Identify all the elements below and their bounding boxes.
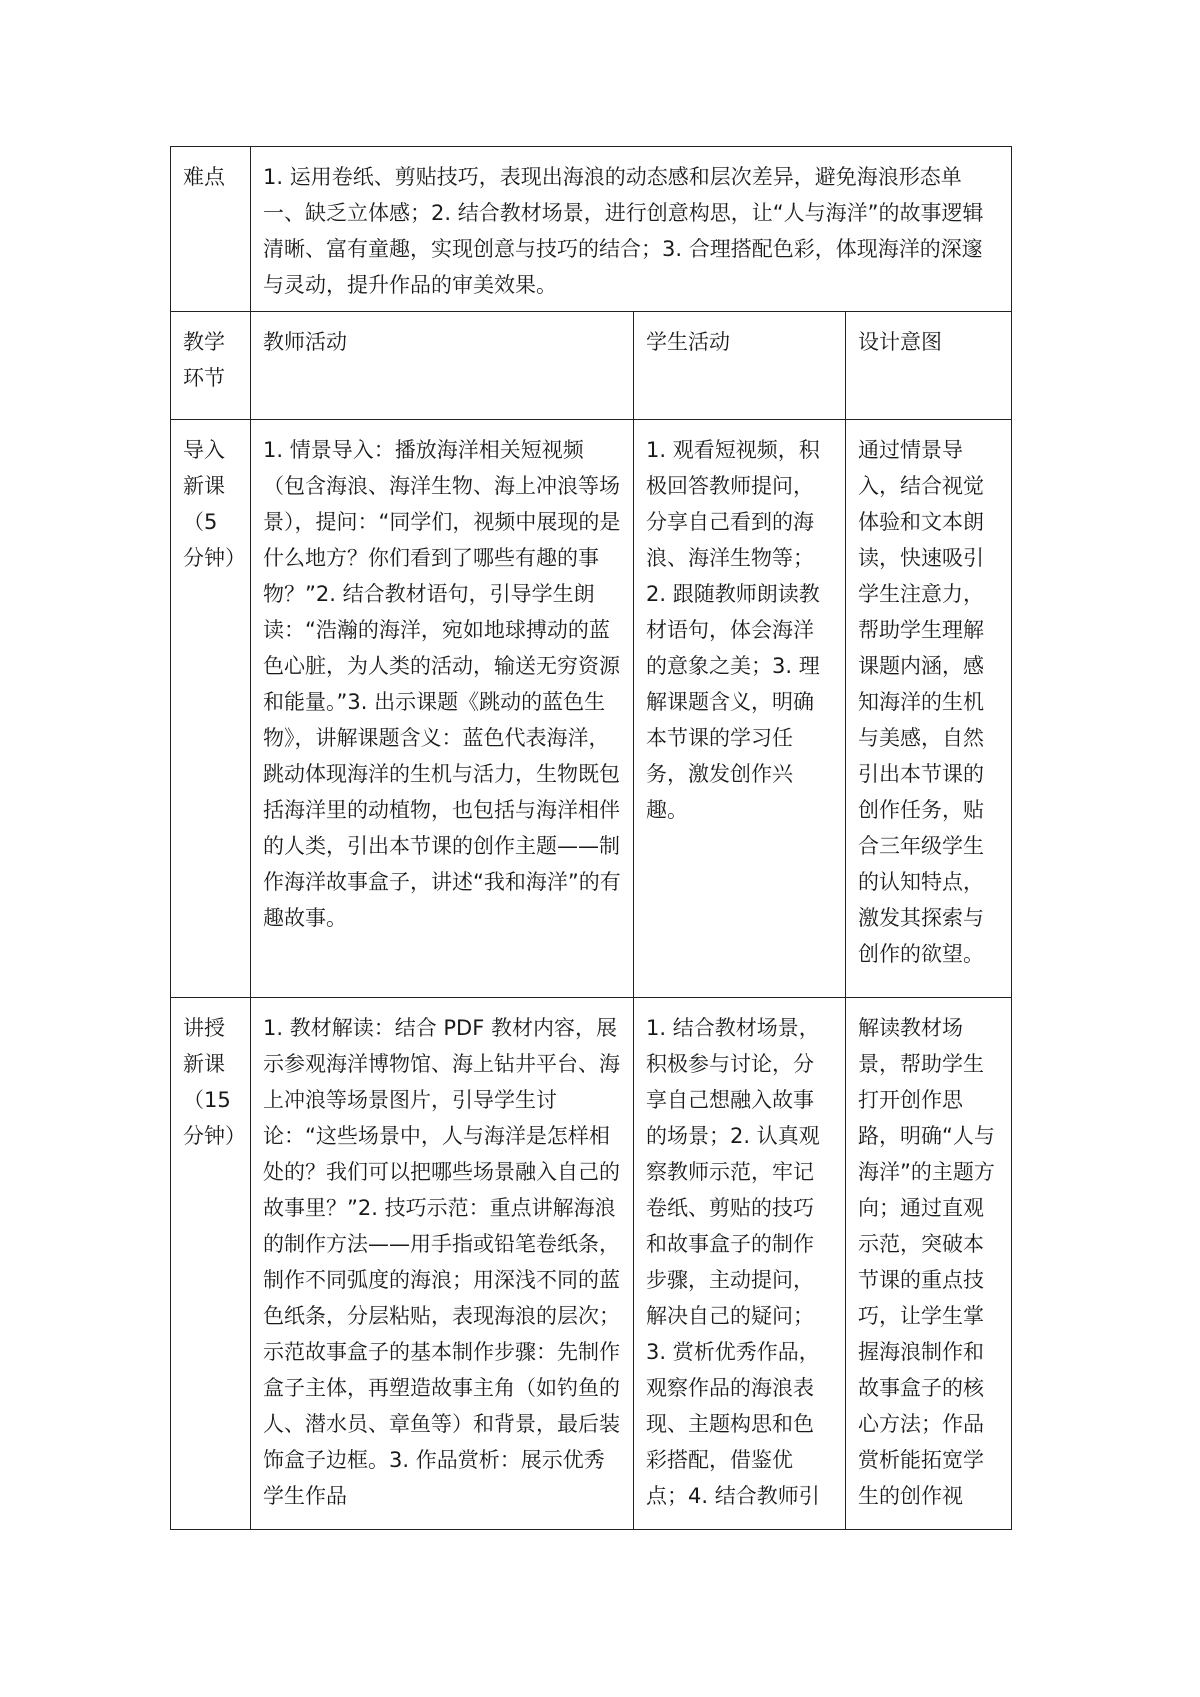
table-row <box>171 420 1012 998</box>
difficulty-content: 1. 运用卷纸、剪贴技巧，表现出海浪的动态感和层次差异，避免海浪形态单一、缺乏立体感；2. 结合教材场景，进行创意构思，让“人与海洋”的故事逻辑清晰、富有童趣，实现创意与技巧的结合；3. 合理搭配色彩，体现海洋的深邃与灵动，提升作品的审美效果。 <box>251 147 1012 312</box>
header-row <box>171 312 1012 420</box>
header-stage: 教学环节 <box>171 312 251 420</box>
lesson-plan-table <box>170 146 1012 1530</box>
table-row <box>171 998 1012 1530</box>
header-design-intent: 设计意图 <box>846 312 1012 420</box>
design-intent-cell: 解读教材场景，帮助学生打开创作思路，明确“人与海洋”的主题方向；通过直观示范，突破本节课的重点技巧，让学生掌握海浪制作和故事盒子的核心方法；作品赏析能拓宽学生的创作视 <box>846 998 1012 1530</box>
student-activity-cell: 1. 结合教材场景，积极参与讨论，分享自己想融入故事的场景；2. 认真观察教师示范，牢记卷纸、剪贴的技巧和故事盒子的制作步骤，主动提问，解决自己的疑问；3. 赏析优秀作品，观察作品的海浪表现、主题构思和色彩搭配，借鉴优点；4. 结合教师引 <box>634 998 846 1530</box>
teacher-activity-cell: 1. 教材解读：结合 PDF 教材内容，展示参观海洋博物馆、海上钻井平台、海上冲浪等场景图片，引导学生讨论：“这些场景中，人与海洋是怎样相处的？我们可以把哪些场景融入自己的故事里？”2. 技巧示范：重点讲解海浪的制作方法——用手指或铅笔卷纸条，制作不同弧度的海浪；用深浅不同的蓝色纸条，分层粘贴，表现海浪的层次；示范故事盒子的基本制作步骤：先制作盒子主体，再塑造故事主角（如钓鱼的人、潜水员、章鱼等）和背景，最后装饰盒子边框。3. 作品赏析：展示优秀学生作品 <box>251 998 634 1530</box>
stage-cell: 导入新课（5分钟） <box>171 420 251 998</box>
student-activity-cell: 1. 观看短视频，积极回答教师提问，分享自己看到的海浪、海洋生物等；2. 跟随教师朗读教材语句，体会海洋的意象之美；3. 理解课题含义，明确本节课的学习任务，激发创作兴趣。 <box>634 420 846 998</box>
header-teacher-activity: 教师活动 <box>251 312 634 420</box>
difficulty-label: 难点 <box>171 147 251 312</box>
design-intent-cell: 通过情景导入，结合视觉体验和文本朗读，快速吸引学生注意力，帮助学生理解课题内涵，感知海洋的生机与美感，自然引出本节课的创作任务，贴合三年级学生的认知特点，激发其探索与创作的欲望。 <box>846 420 1012 998</box>
difficulty-row <box>171 147 1012 312</box>
stage-cell: 讲授新课（15分钟） <box>171 998 251 1530</box>
header-student-activity: 学生活动 <box>634 312 846 420</box>
teacher-activity-cell: 1. 情景导入：播放海洋相关短视频（包含海浪、海洋生物、海上冲浪等场景），提问：“同学们，视频中展现的是什么地方？你们看到了哪些有趣的事物？”2. 结合教材语句，引导学生朗读：“浩瀚的海洋，宛如地球搏动的蓝色心脏，为人类的活动，输送无穷资源和能量。”3. 出示课题《跳动的蓝色生物》，讲解课题含义：蓝色代表海洋，跳动体现海洋的生机与活力，生物既包括海洋里的动植物，也包括与海洋相伴的人类，引出本节课的创作主题——制作海洋故事盒子，讲述“我和海洋”的有趣故事。 <box>251 420 634 998</box>
